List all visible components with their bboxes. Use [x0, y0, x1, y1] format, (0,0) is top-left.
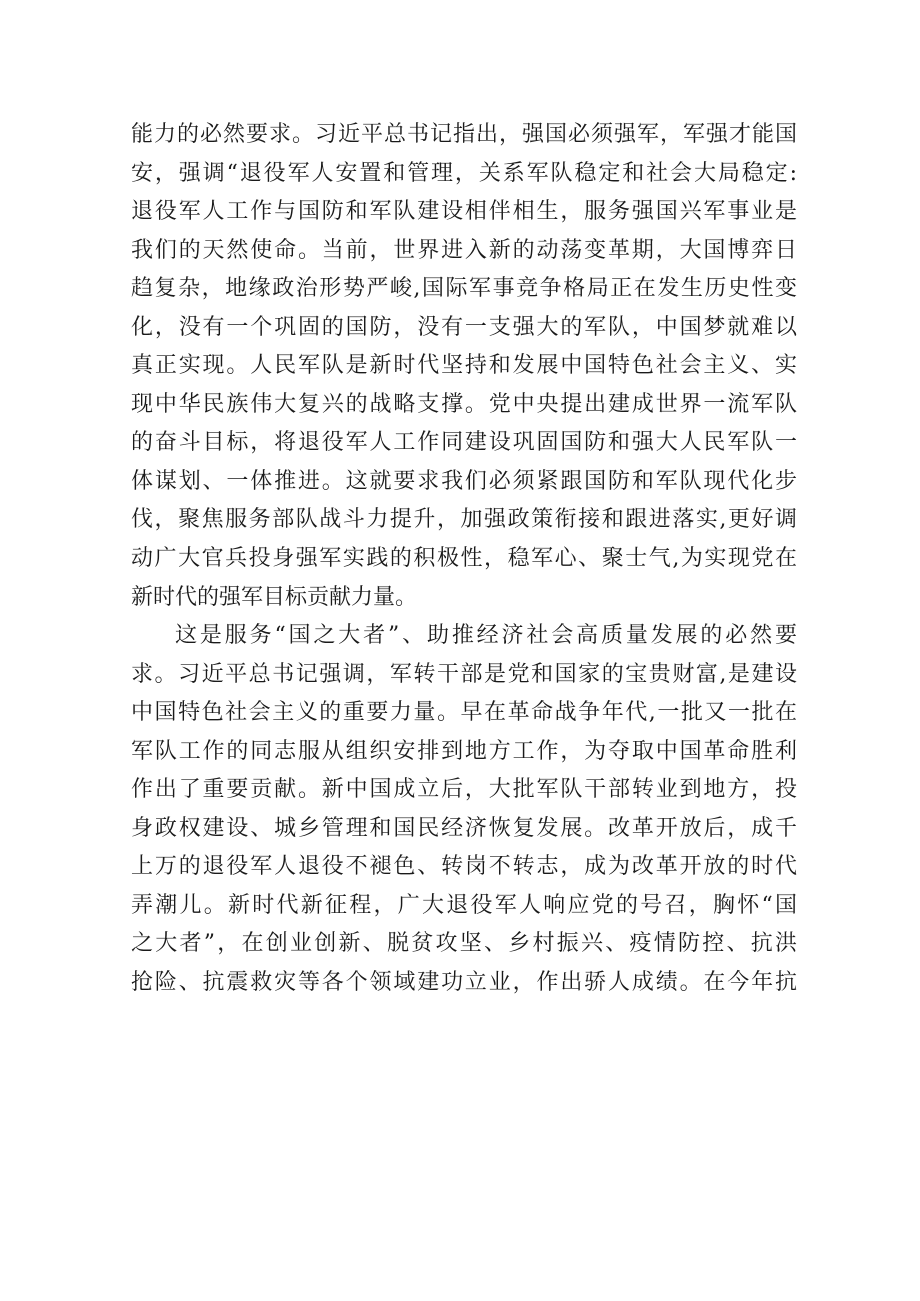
text-line: 化，没有一个巩固的国防，没有一支强大的军队，中国梦就难以 — [131, 314, 797, 340]
text-line: 趋复杂，地缘政治形势严峻,国际军事竞争格局正在发生历史性变 — [131, 276, 797, 302]
text-line: 能力的必然要求。习近平总书记指出，强国必须强军，军强才能国 — [131, 122, 797, 147]
text-line: 体谋划、一体推进。这就要求我们必须紧跟国防和军队现代化步 — [131, 468, 797, 494]
text-line: 我们的天然使命。当前，世界进入新的动荡变革期，大国博弈日 — [131, 237, 797, 263]
text-line: 中国特色社会主义的重要力量。早在革命战争年代,一批又一批在 — [131, 700, 797, 726]
text-line: 新时代的强军目标贡献力量。 — [131, 584, 418, 610]
text-line: 退役军人工作与国防和军队建设相伴相生，服务强国兴军事业是 — [131, 199, 797, 225]
text-line: 现中华民族伟大复兴的战略支撑。党中央提出建成世界一流军队 — [131, 391, 797, 417]
text-line: 弄潮儿。新时代新征程，广大退役军人响应党的号召，胸怀“国 — [131, 892, 797, 918]
text-line: 的奋斗目标，将退役军人工作同建设巩固国防和强大人民军队一 — [131, 430, 797, 456]
text-line: 安，强调“退役军人安置和管理，关系军队稳定和社会大局稳定: — [131, 160, 797, 186]
text-line: 之大者”，在创业创新、脱贫攻坚、乡村振兴、疫情防控、抗洪 — [131, 931, 797, 957]
text-line: 抢险、抗震救灾等各个领域建功立业，作出骄人成绩。在今年抗 — [131, 970, 797, 996]
text-line: 动广大官兵投身强军实践的积极性，稳军心、聚士气,为实现党在 — [131, 546, 797, 572]
text-line: 身政权建设、城乡管理和国民经济恢复发展。改革开放后，成千 — [131, 815, 797, 841]
text-line: 伐，聚焦服务部队战斗力提升，加强政策衔接和跟进落实,更好调 — [131, 507, 797, 533]
text-line: 上万的退役军人退役不褪色、转岗不转志，成为改革开放的时代 — [131, 854, 797, 880]
text-line: 作出了重要贡献。新中国成立后，大批军队干部转业到地方，投 — [131, 777, 797, 803]
text-line: 真正实现。人民军队是新时代坚持和发展中国特色社会主义、实 — [131, 353, 797, 379]
text-line: 这是服务“国之大者”、助推经济社会高质量发展的必然要 — [175, 623, 797, 649]
document-body — [131, 116, 797, 1003]
text-line: 求。习近平总书记强调，军转干部是党和国家的宝贵财富,是建设 — [131, 661, 797, 687]
text-line: 军队工作的同志服从组织安排到地方工作，为夺取中国革命胜利 — [131, 738, 797, 764]
